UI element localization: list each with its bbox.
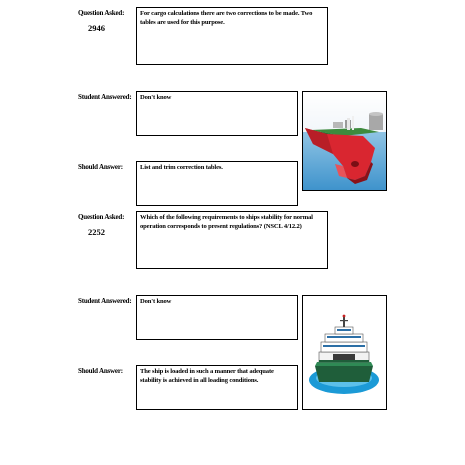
student-answered-label: Student Answered: <box>78 297 132 305</box>
ferry-image <box>302 295 387 410</box>
question-text-box: Which of the following requirements to ships stability for normal operation corresponds to present regulations? (NSCL 4/12.2) <box>136 211 328 269</box>
ferry-icon <box>303 296 386 409</box>
question-asked-label: Question Asked: <box>78 213 125 221</box>
question-text-box: For cargo calculations there are two corrections to be made. Two tables are used for this purpose. <box>136 7 328 65</box>
ship-hull-image <box>302 91 387 191</box>
question-number: 2946 <box>88 23 105 33</box>
should-answer-box: The ship is loaded in such a manner that adequate stability is achieved in all loading conditions. <box>136 365 298 410</box>
student-answered-label: Student Answered: <box>78 93 132 101</box>
should-answer-label: Should Answer: <box>78 367 123 375</box>
should-answer-label: Should Answer: <box>78 163 123 171</box>
student-answer-box: Don't know <box>136 91 298 136</box>
should-answer-box: List and trim correction tables. <box>136 161 298 206</box>
student-answer-box: Don't know <box>136 295 298 340</box>
question-number: 2252 <box>88 227 105 237</box>
question-asked-label: Question Asked: <box>78 9 125 17</box>
ship-hull-icon <box>303 92 386 190</box>
